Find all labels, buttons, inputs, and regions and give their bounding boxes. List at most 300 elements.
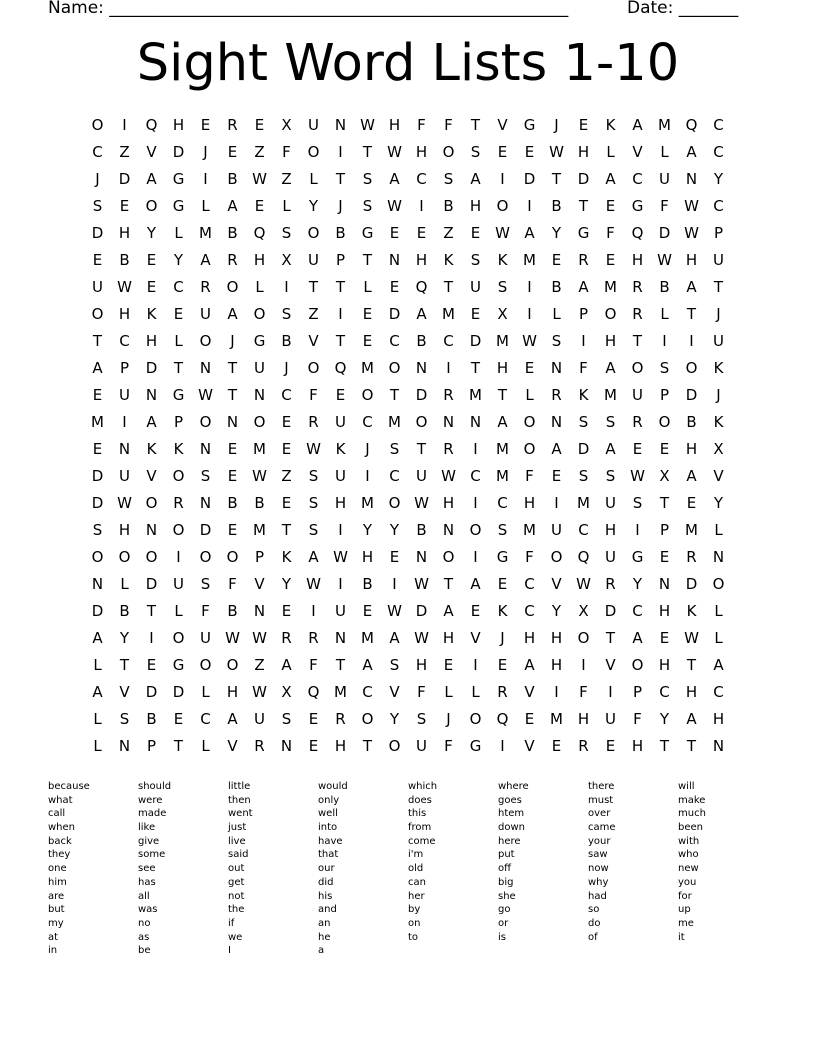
grid-letter: N: [118, 440, 131, 458]
grid-letter: W: [414, 629, 429, 647]
grid-letter: Z: [308, 305, 319, 323]
grid-letter: E: [497, 575, 508, 593]
grid-letter: R: [578, 737, 589, 755]
grid-letter: M: [361, 629, 374, 647]
grid-letter: A: [605, 170, 616, 188]
grid-letter: R: [605, 575, 616, 593]
word-item: for: [678, 890, 692, 902]
grid-letter: R: [227, 251, 238, 269]
grid-letter: U: [416, 467, 427, 485]
grid-letter: E: [605, 251, 616, 269]
grid-letter: I: [500, 737, 505, 755]
grid-letter: K: [497, 602, 508, 620]
grid-row: [84, 517, 732, 544]
grid-letter: U: [632, 386, 643, 404]
word-item: call: [48, 808, 66, 820]
grid-letter: C: [713, 197, 724, 215]
grid-letter: B: [227, 170, 238, 188]
grid-letter: T: [335, 278, 346, 296]
word-column: [48, 780, 138, 958]
grid-letter: T: [362, 143, 373, 161]
grid-letter: C: [632, 170, 643, 188]
grid-letter: C: [713, 683, 724, 701]
grid-letter: L: [93, 737, 102, 755]
grid-letter: N: [91, 575, 104, 593]
grid-letter: H: [523, 494, 536, 512]
grid-letter: J: [500, 629, 505, 647]
grid-letter: O: [604, 305, 617, 323]
grid-letter: E: [362, 305, 373, 323]
grid-letter: J: [95, 170, 100, 188]
word-item: now: [588, 863, 609, 875]
grid-letter: E: [470, 602, 481, 620]
name-field-label: Name: ______________________________________________________: [48, 0, 569, 18]
grid-letter: H: [118, 305, 131, 323]
grid-letter: Y: [632, 575, 643, 593]
grid-letter: E: [605, 737, 616, 755]
grid-letter: H: [118, 521, 131, 539]
grid-letter: U: [119, 386, 130, 404]
grid-letter: S: [119, 710, 130, 728]
grid-letter: I: [122, 116, 127, 134]
grid-letter: V: [524, 683, 535, 701]
grid-letter: S: [470, 251, 481, 269]
grid-letter: K: [146, 440, 157, 458]
grid-letter: K: [605, 116, 616, 134]
grid-letter: W: [252, 683, 267, 701]
grid-letter: E: [605, 197, 616, 215]
grid-letter: L: [714, 602, 723, 620]
grid-letter: D: [415, 602, 428, 620]
grid-letter: R: [443, 440, 454, 458]
grid-letter: O: [685, 359, 698, 377]
grid-letter: A: [632, 629, 643, 647]
grid-letter: E: [389, 278, 400, 296]
grid-letter: X: [713, 440, 724, 458]
grid-letter: W: [252, 629, 267, 647]
grid-letter: M: [388, 413, 401, 431]
word-item: so: [588, 904, 600, 916]
grid-letter: P: [713, 224, 724, 242]
grid-letter: S: [497, 521, 508, 539]
grid-letter: O: [523, 440, 536, 458]
grid-letter: Z: [254, 143, 265, 161]
grid-letter: E: [335, 386, 346, 404]
grid-letter: T: [632, 332, 643, 350]
grid-letter: E: [227, 143, 238, 161]
grid-letter: C: [281, 386, 292, 404]
grid-letter: E: [470, 305, 481, 323]
grid-letter: F: [660, 197, 669, 215]
grid-letter: H: [631, 737, 644, 755]
grid-letter: E: [308, 737, 319, 755]
grid-letter: T: [686, 737, 697, 755]
word-item: just: [228, 822, 247, 834]
grid-letter: U: [605, 548, 616, 566]
grid-letter: I: [581, 332, 586, 350]
grid-letter: X: [578, 602, 589, 620]
grid-letter: S: [308, 494, 319, 512]
word-item: htem: [498, 808, 525, 820]
grid-letter: D: [523, 170, 536, 188]
grid-letter: N: [469, 413, 482, 431]
grid-letter: S: [281, 710, 292, 728]
grid-letter: W: [252, 170, 267, 188]
grid-letter: W: [684, 629, 699, 647]
grid-row: [84, 436, 732, 463]
word-item: i'm: [408, 849, 424, 861]
grid-letter: T: [551, 170, 562, 188]
word-item: my: [48, 917, 64, 929]
grid-letter: J: [203, 143, 208, 161]
grid-letter: N: [712, 548, 725, 566]
grid-letter: I: [527, 278, 532, 296]
grid-letter: I: [554, 683, 559, 701]
grid-letter: E: [92, 440, 103, 458]
grid-letter: H: [118, 224, 131, 242]
grid-letter: E: [281, 602, 292, 620]
grid-letter: M: [496, 332, 509, 350]
grid-letter: V: [254, 575, 265, 593]
word-item: does: [408, 794, 432, 806]
grid-letter: T: [146, 602, 157, 620]
grid-letter: N: [550, 359, 563, 377]
grid-letter: Y: [119, 629, 130, 647]
grid-letter: O: [442, 143, 455, 161]
grid-letter: R: [227, 116, 238, 134]
grid-letter: I: [338, 305, 343, 323]
word-column: [588, 780, 678, 958]
grid-letter: I: [176, 548, 181, 566]
grid-letter: F: [579, 683, 588, 701]
word-item: give: [138, 835, 160, 847]
grid-letter: E: [389, 548, 400, 566]
grid-letter: T: [362, 737, 373, 755]
grid-letter: H: [415, 251, 428, 269]
grid-letter: C: [713, 143, 724, 161]
grid-letter: I: [662, 332, 667, 350]
grid-letter: H: [604, 521, 617, 539]
grid-letter: E: [524, 359, 535, 377]
grid-row: [84, 220, 732, 247]
grid-row: [84, 490, 732, 517]
word-item: which: [408, 781, 438, 792]
grid-letter: Y: [281, 575, 292, 593]
grid-letter: V: [146, 143, 157, 161]
grid-letter: G: [523, 116, 536, 134]
grid-letter: E: [362, 332, 373, 350]
grid-letter: I: [338, 575, 343, 593]
grid-letter: K: [173, 440, 184, 458]
grid-letter: R: [335, 710, 346, 728]
grid-letter: N: [388, 251, 401, 269]
word-item: of: [588, 931, 598, 943]
grid-letter: R: [308, 413, 319, 431]
grid-letter: S: [308, 467, 319, 485]
grid-letter: E: [524, 710, 535, 728]
grid-letter: O: [550, 548, 563, 566]
word-item: we: [228, 931, 243, 943]
word-item: can: [408, 876, 426, 888]
word-item: because: [48, 781, 90, 792]
grid-letter: E: [200, 116, 211, 134]
word-item: much: [678, 808, 706, 820]
grid-letter: H: [685, 440, 698, 458]
grid-letter: Z: [254, 656, 265, 674]
grid-letter: A: [524, 656, 535, 674]
grid-letter: L: [282, 197, 291, 215]
grid-letter: O: [199, 413, 212, 431]
grid-row: [84, 625, 732, 652]
grid-letter: E: [92, 251, 103, 269]
grid-letter: C: [389, 467, 400, 485]
word-item: back: [48, 835, 72, 847]
word-item: were: [138, 794, 163, 806]
word-column: [138, 780, 228, 958]
grid-letter: O: [658, 413, 671, 431]
grid-letter: A: [524, 224, 535, 242]
grid-letter: V: [470, 629, 481, 647]
word-item: had: [588, 890, 607, 902]
grid-letter: V: [389, 683, 400, 701]
grid-letter: M: [577, 494, 590, 512]
grid-letter: O: [712, 575, 725, 593]
grid-row: [84, 193, 732, 220]
grid-letter: S: [200, 467, 211, 485]
grid-letter: T: [605, 629, 616, 647]
grid-letter: B: [551, 278, 562, 296]
word-item: out: [228, 863, 245, 875]
grid-letter: E: [497, 656, 508, 674]
grid-letter: D: [145, 683, 158, 701]
grid-letter: M: [604, 386, 617, 404]
word-item: is: [498, 931, 506, 943]
grid-letter: D: [388, 305, 401, 323]
grid-letter: G: [172, 386, 185, 404]
grid-letter: R: [173, 494, 184, 512]
grid-letter: U: [551, 521, 562, 539]
grid-letter: H: [415, 143, 428, 161]
grid-letter: M: [442, 305, 455, 323]
page-title: Sight Word Lists 1-10: [136, 34, 680, 93]
grid-letter: D: [91, 494, 104, 512]
grid-letter: N: [226, 413, 239, 431]
grid-letter: E: [686, 494, 697, 512]
word-item: goes: [498, 794, 522, 806]
grid-letter: N: [550, 413, 563, 431]
word-item: there: [588, 781, 615, 792]
grid-letter: P: [632, 683, 643, 701]
grid-letter: C: [524, 602, 535, 620]
grid-letter: L: [660, 305, 669, 323]
word-list: [48, 780, 768, 958]
grid-letter: M: [523, 521, 536, 539]
grid-letter: C: [524, 575, 535, 593]
word-item: will: [678, 781, 695, 792]
grid-letter: G: [361, 224, 374, 242]
grid-letter: O: [199, 332, 212, 350]
grid-letter: O: [145, 548, 158, 566]
grid-letter: M: [253, 521, 266, 539]
grid-letter: Z: [281, 170, 292, 188]
grid-letter: E: [470, 224, 481, 242]
grid-letter: V: [497, 116, 508, 134]
grid-letter: S: [362, 170, 373, 188]
grid-letter: R: [632, 278, 643, 296]
grid-letter: T: [686, 305, 697, 323]
grid-letter: D: [91, 602, 104, 620]
grid-letter: M: [361, 359, 374, 377]
grid-letter: S: [578, 413, 589, 431]
grid-letter: J: [446, 710, 451, 728]
grid-letter: C: [200, 710, 211, 728]
word-item: by: [408, 904, 421, 916]
grid-letter: L: [552, 305, 561, 323]
grid-letter: Q: [631, 224, 644, 242]
word-item: see: [138, 863, 156, 875]
grid-letter: X: [281, 683, 292, 701]
grid-letter: B: [227, 602, 238, 620]
grid-letter: B: [659, 278, 670, 296]
grid-letter: A: [470, 575, 481, 593]
grid-letter: I: [473, 440, 478, 458]
grid-letter: T: [470, 359, 481, 377]
grid-letter: U: [713, 251, 724, 269]
grid-letter: W: [198, 386, 213, 404]
grid-letter: T: [308, 278, 319, 296]
grid-row: [84, 679, 732, 706]
grid-letter: N: [253, 602, 266, 620]
grid-letter: S: [470, 143, 481, 161]
grid-letter: T: [443, 278, 454, 296]
grid-letter: S: [497, 278, 508, 296]
word-item: must: [588, 794, 614, 806]
grid-letter: F: [309, 386, 318, 404]
grid-letter: K: [686, 602, 697, 620]
word-item: new: [678, 863, 699, 875]
word-item: on: [408, 917, 421, 929]
grid-letter: G: [496, 548, 509, 566]
grid-letter: Z: [443, 224, 454, 242]
grid-letter: A: [632, 116, 643, 134]
word-item: no: [138, 917, 151, 929]
grid-letter: E: [146, 251, 157, 269]
grid-letter: L: [714, 521, 723, 539]
grid-letter: K: [335, 440, 346, 458]
grid-letter: K: [578, 386, 589, 404]
grid-letter: R: [551, 386, 562, 404]
grid-letter: C: [497, 494, 508, 512]
grid-row: [84, 409, 732, 436]
grid-row: [84, 166, 732, 193]
grid-letter: R: [254, 737, 265, 755]
grid-letter: A: [92, 629, 103, 647]
grid-letter: O: [91, 116, 104, 134]
grid-letter: N: [415, 359, 428, 377]
word-item: why: [588, 876, 609, 888]
grid-letter: M: [91, 413, 104, 431]
grid-letter: E: [578, 116, 589, 134]
grid-letter: E: [281, 413, 292, 431]
grid-letter: O: [118, 548, 131, 566]
word-item: I: [228, 945, 231, 957]
grid-letter: U: [416, 737, 427, 755]
grid-letter: M: [199, 224, 212, 242]
grid-letter: S: [605, 467, 616, 485]
word-item: be: [138, 945, 151, 957]
word-item: from: [408, 822, 432, 834]
grid-letter: E: [281, 440, 292, 458]
grid-letter: L: [444, 683, 453, 701]
grid-letter: O: [172, 467, 185, 485]
grid-letter: O: [577, 629, 590, 647]
grid-letter: E: [497, 143, 508, 161]
grid-letter: U: [200, 305, 211, 323]
grid-letter: O: [361, 386, 374, 404]
grid-letter: Y: [389, 710, 400, 728]
word-item: get: [228, 876, 245, 888]
grid-letter: A: [92, 359, 103, 377]
word-item: made: [138, 808, 167, 820]
grid-letter: N: [334, 629, 347, 647]
grid-letter: S: [605, 413, 616, 431]
grid-letter: A: [227, 197, 238, 215]
grid-letter: U: [308, 251, 319, 269]
grid-letter: A: [146, 413, 157, 431]
grid-letter: F: [606, 224, 615, 242]
grid-letter: L: [93, 710, 102, 728]
grid-letter: R: [497, 683, 508, 701]
grid-letter: N: [685, 170, 698, 188]
grid-letter: O: [388, 494, 401, 512]
grid-letter: T: [227, 359, 238, 377]
word-column: [678, 780, 768, 958]
grid-letter: R: [281, 629, 292, 647]
word-item: her: [408, 890, 425, 902]
grid-letter: S: [362, 197, 373, 215]
grid-letter: W: [684, 224, 699, 242]
word-item: but: [48, 904, 65, 916]
grid-letter: Y: [146, 224, 157, 242]
grid-row: [84, 463, 732, 490]
grid-letter: C: [470, 467, 481, 485]
grid-letter: H: [442, 494, 455, 512]
grid-letter: R: [308, 629, 319, 647]
grid-letter: E: [659, 440, 670, 458]
grid-letter: U: [173, 575, 184, 593]
grid-letter: E: [308, 710, 319, 728]
word-item: make: [678, 794, 706, 806]
grid-letter: V: [713, 467, 724, 485]
word-item: do: [588, 917, 601, 929]
grid-letter: O: [442, 548, 455, 566]
grid-letter: W: [360, 116, 375, 134]
grid-letter: I: [284, 278, 289, 296]
grid-letter: V: [551, 575, 562, 593]
word-item: some: [138, 849, 166, 861]
grid-letter: Y: [308, 197, 319, 215]
grid-letter: I: [122, 413, 127, 431]
grid-letter: A: [713, 656, 724, 674]
grid-letter: O: [253, 305, 266, 323]
grid-letter: N: [280, 737, 293, 755]
grid-letter: I: [365, 467, 370, 485]
word-item: have: [318, 835, 343, 847]
grid-letter: O: [226, 656, 239, 674]
grid-letter: F: [309, 656, 318, 674]
grid-letter: O: [226, 278, 239, 296]
grid-letter: H: [442, 629, 455, 647]
